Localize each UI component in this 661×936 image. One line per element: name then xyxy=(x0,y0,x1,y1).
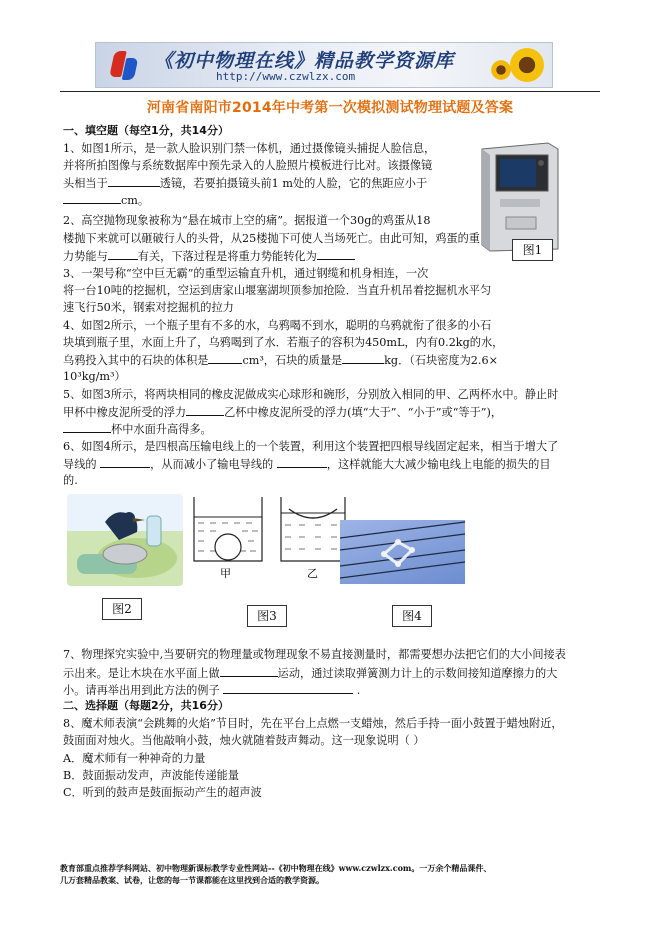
q6-line-1: 6、如图4所示，是四根高压输电线上的一个装置，利用这个装置把四根导线固定起来，相当于增大了 xyxy=(63,440,559,453)
text-span: 透镜，若要拍摄镜头前1 m处的人脸，它的焦距应小于 xyxy=(159,177,428,190)
figure-2-label: 图2 xyxy=(102,598,142,620)
answer-blank xyxy=(223,683,353,694)
site-logo xyxy=(106,48,142,84)
q5-line-2 xyxy=(63,405,502,420)
q5-line-3 xyxy=(63,422,212,437)
q7-line-2 xyxy=(63,666,557,681)
q7-line-1: 7、物理探究实验中,当要研究的物理量或物理现象不易直接测量时，都需要想办法把它们的大小间接表 xyxy=(63,648,566,661)
text-span: 杯中水面升高得多。 xyxy=(111,423,212,436)
section-heading-fill: 一、填空题（每空1分，共14分） xyxy=(63,124,229,137)
figure-1-label: 图1 xyxy=(512,239,553,261)
q4-line-3 xyxy=(63,353,498,368)
q3-line-2: 将一台10吨的挖掘机，空运到唐家山堰塞湖坝顶参加抢险．当直升机吊着挖掘机水平匀 xyxy=(63,284,492,297)
text-span: 有关，下落过程是将重力势能转化为 xyxy=(137,250,317,263)
beaker-jia-figure xyxy=(190,495,266,585)
figure-3-label: 图3 xyxy=(247,605,287,627)
q8-option-a: A．魔术师有一种神奇的力量 xyxy=(63,752,206,765)
text-span: kg．（石块密度为2.6× xyxy=(384,354,498,367)
q5-line-1: 5、如图3所示，将两块相同的橡皮泥做成实心球形和碗形，分别放入相同的甲、乙两杯水中。静止时 xyxy=(63,388,559,401)
q8-line-1: 8、魔术师表演“会跳舞的火焰”节目时，先在平台上点燃一支蜡烛，然后手持一面小鼓置于蜡烛附近， xyxy=(63,717,563,730)
q1-line-4 xyxy=(63,193,149,208)
answer-blank xyxy=(186,405,224,416)
text-span: 甲杯中橡皮泥所受的浮力 xyxy=(63,406,187,419)
q4-line-1: 4、如图2所示，一个瓶子里有不多的水，乌鸦喝不到水，聪明的乌鸦就衔了很多的小石 xyxy=(63,319,492,332)
answer-blank xyxy=(63,422,111,433)
answer-blank xyxy=(220,666,278,677)
crow-bottle-drawing xyxy=(67,494,183,586)
footer-line-1: 教育部重点推荐学科网站、初中物理新课标教学专业性网站--《初中物理在线》www.czwlzx.com。一万余个精品课件、 xyxy=(60,863,492,873)
document-title: 河南省南阳市2014年中考第一次模拟测试物理试题及答案 xyxy=(146,100,514,116)
answer-blank xyxy=(108,249,138,260)
banner-url: http://www.czwlzx.com xyxy=(216,70,356,83)
header-rule xyxy=(60,91,600,92)
site-banner xyxy=(95,42,553,88)
q2-line-2: 楼抛下来就可以砸破行人的头骨，从25楼抛下可使人当场死亡。由此可知，鸡蛋的重 xyxy=(63,232,480,245)
face-recognition-kiosk-figure xyxy=(470,141,562,253)
q1-line-1: 1、如图1所示，是一款人脸识别门禁一体机，通过摄像镜头捕捉人脸信息， xyxy=(63,142,436,155)
q3-line-1: 3、一架号称“空中巨无霸”的重型运输直升机，通过钢缆和机身相连，一次 xyxy=(63,267,429,280)
answer-blank xyxy=(277,457,327,468)
text-span: ，这样就能大大减少输电线上电能的损失的目 xyxy=(326,458,551,471)
q7-line-3: 小。请再举出用到此方法的例子 . xyxy=(63,684,361,697)
power-line-spacer-figure xyxy=(340,520,465,584)
sunflower-icon xyxy=(508,46,546,84)
crow-bottle-figure xyxy=(67,494,183,586)
banner-title: 《初中物理在线》精品教学资源库 xyxy=(154,50,455,72)
text-span: ，从而减小了输电导线的 xyxy=(150,458,274,471)
answer-blank xyxy=(317,249,355,260)
power-line-drawing xyxy=(340,520,465,584)
text-span: 运动，通过读取弹簧测力计上的示数间接知道摩擦力的大 xyxy=(277,667,558,680)
q3-line-3: 速飞行50米，钢索对挖掘机的拉力 xyxy=(63,301,234,314)
beaker-jia-label: 甲 xyxy=(220,567,231,580)
q4-line-2: 块填到瓶子里，水面上升了，乌鸦喝到了水．若瓶子的容积为450mL，内有0.2kg的水， xyxy=(63,336,504,349)
text-span: cm³，石块的质量是 xyxy=(242,354,343,367)
q1-line-2: 并将所拍图像与系统数据库中预先录入的人脸照片模板进行比对。该摄像镜 xyxy=(63,159,433,172)
beaker-yi-label: 乙 xyxy=(307,567,318,580)
q6-line-2 xyxy=(63,457,551,472)
footer-line-2: 几万套精品教案、试卷，让您的每一节课都能在这里找到合适的教学资源。 xyxy=(60,875,324,885)
q2-line-3 xyxy=(63,249,355,264)
q1-line-3 xyxy=(63,176,427,191)
answer-blank xyxy=(63,193,121,204)
q6-line-3: 的. xyxy=(63,474,78,487)
answer-blank xyxy=(100,457,150,468)
q8-option-c: C．听到的鼓声是鼓面振动产生的超声波 xyxy=(63,786,262,799)
q2-line-1: 2、高空抛物现象被称为“悬在城市上空的痛”。据报道一个30g的鸡蛋从18 xyxy=(63,214,431,227)
text-span: 力势能与 xyxy=(63,250,108,263)
beaker-yi-figure xyxy=(277,495,349,585)
answer-blank xyxy=(208,353,242,364)
q8-option-b: B．鼓面振动发声，声波能传递能量 xyxy=(63,769,240,782)
text-span: 乙杯中橡皮泥所受的浮力(填“大于”、“小于”或“等于”)， xyxy=(224,406,503,419)
page-footer xyxy=(60,862,620,886)
answer-blank xyxy=(342,353,384,364)
answer-blank xyxy=(108,176,160,187)
text-span: 示出来。是让木块在水平面上做 xyxy=(63,667,220,680)
text-span: 小。请再举出用到此方法的例子 xyxy=(63,684,220,697)
text-span: 乌鸦投入其中的石块的体积是 xyxy=(63,354,209,367)
text-span: 导线的 xyxy=(63,458,97,471)
text-span: 头相当于 xyxy=(63,177,108,190)
section-heading-choice: 二、选择题（每题2分，共16分） xyxy=(63,699,229,712)
q4-line-4: 10³kg/m³） xyxy=(63,370,126,383)
figure-4-label: 图4 xyxy=(392,605,432,627)
q8-line-2: 鼓面面对烛火。当他敲响小鼓，烛火就随着鼓声舞动。这一现象说明（ ） xyxy=(63,734,425,747)
text-span: cm。 xyxy=(121,194,150,207)
